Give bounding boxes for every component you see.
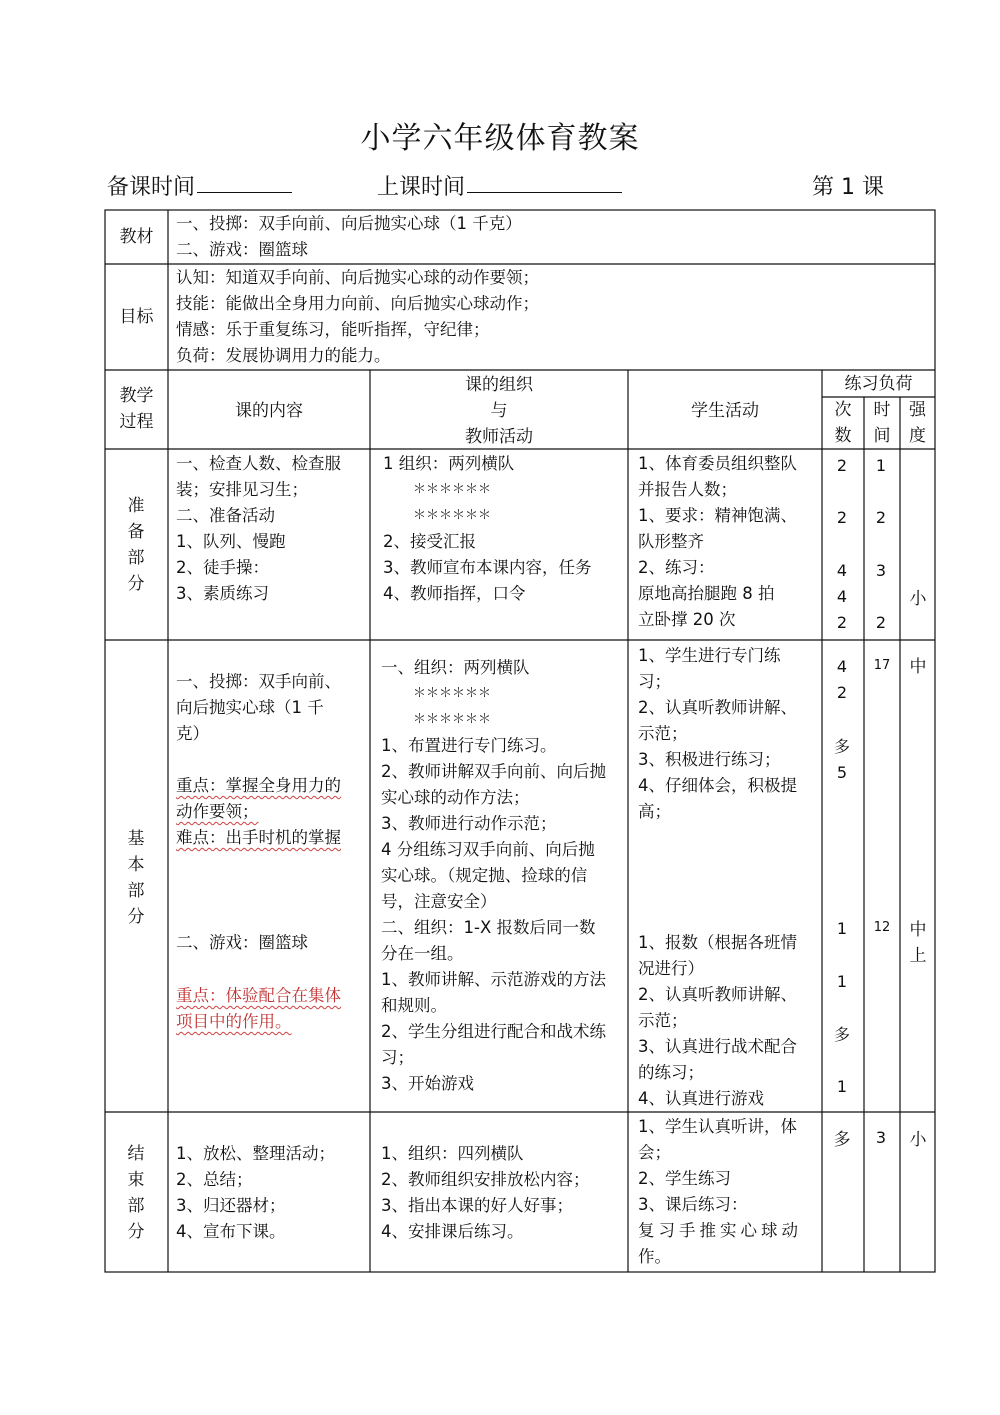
- header-time-line-1: 时: [873, 400, 891, 420]
- prep-student-line: 1、要求：精神饱满、: [638, 506, 797, 525]
- prep-student-line: 1、体育委员组织整队: [638, 454, 797, 473]
- formation-row: ＊＊＊＊＊＊: [413, 482, 492, 497]
- prep-content-line: 2、徒手操：: [176, 558, 269, 577]
- prep-label-char: 分: [127, 574, 145, 594]
- basic-count-8: 1: [836, 1077, 848, 1096]
- prep-count-5: 2: [836, 613, 848, 632]
- prep-content-line: 1、队列、慢跑: [176, 532, 286, 551]
- end-student-line: 2、学生练习: [638, 1169, 731, 1188]
- basic-student-line: 的练习；: [638, 1063, 704, 1082]
- difficulty-1-line: 难点：出手时机的掌握: [176, 828, 341, 847]
- basic-count-2: 2: [836, 683, 848, 702]
- basic-student-line: 3、积极进行练习；: [638, 750, 781, 769]
- basic-count-6: 1: [836, 972, 848, 991]
- prep-label: [116, 493, 156, 597]
- goal-line-3: 情感：乐于重复练习，能听指挥，守纪律；: [176, 320, 490, 339]
- header-time: [864, 397, 900, 449]
- prep-org-line: 3、教师宣布本课内容，任务: [383, 558, 592, 577]
- prep-content: [176, 451, 341, 607]
- header-org-line-3: 教师活动: [465, 427, 533, 447]
- end-content-line: 3、归还器材；: [176, 1196, 286, 1215]
- prep-content-line: 3、素质练习: [176, 584, 269, 603]
- prep-org-line: 1 组织：两列横队: [383, 454, 515, 473]
- prep-student-line: 立卧撑 20 次: [638, 610, 736, 629]
- formation-row: ＊＊＊＊＊＊: [413, 686, 492, 701]
- page-title: 小学六年级体育教案: [360, 121, 640, 156]
- basic-student-line: 习；: [638, 672, 671, 691]
- end-time: 3: [875, 1128, 887, 1147]
- prep-org-line: 4、教师指挥，口令: [383, 584, 526, 603]
- basic-content-line: 向后抛实心球（1 千: [176, 698, 324, 717]
- basic-student-line: 况进行）: [638, 959, 704, 978]
- end-content-line: 4、宣布下课。: [176, 1222, 286, 1241]
- basic-org-line: 和规则。: [381, 996, 447, 1015]
- end-label: [116, 1141, 156, 1245]
- prep-student: [638, 451, 797, 633]
- header-process-line-1: 教学: [119, 386, 154, 406]
- prep-student-line: 队形整齐: [638, 532, 704, 551]
- end-label-char: 分: [127, 1222, 145, 1242]
- end-org: [381, 1141, 590, 1245]
- header-org: [370, 372, 628, 450]
- prep-label-char: 准: [127, 496, 145, 516]
- end-student: [638, 1114, 802, 1270]
- material-label: 教材: [119, 227, 154, 247]
- end-content: [176, 1141, 335, 1245]
- end-org-line: 1、组织：四列横队: [381, 1144, 524, 1163]
- prep-content-line: 装；安排见习生；: [176, 480, 308, 499]
- goals-lines: [176, 265, 539, 369]
- end-content-line: 2、总结；: [176, 1170, 253, 1189]
- basic-org-line: 二、组织：1-X 报数后同一数: [381, 918, 596, 937]
- basic-intensity-2-line: 上: [909, 946, 927, 966]
- header-intensity: [900, 397, 935, 449]
- material-line-1: 一、投掷：双手向前、向后抛实心球（1 千克）: [176, 214, 522, 233]
- prep-student-line: 2、练习：: [638, 558, 715, 577]
- basic-student-line: 1、学生进行专门练: [638, 646, 781, 665]
- basic-student-1: [638, 643, 797, 825]
- header-student: 学生活动: [691, 401, 759, 421]
- basic-intensity-1: 中: [909, 657, 927, 677]
- end-student-line: 会；: [638, 1143, 671, 1162]
- basic-count-3: 多: [833, 737, 850, 756]
- basic-label-char: 分: [127, 907, 145, 927]
- basic-org-line: 习；: [381, 1048, 414, 1067]
- prep-org-line: 2、接受汇报: [383, 532, 476, 551]
- basic-org-line: 号，注意安全）: [381, 892, 497, 911]
- header-process: [105, 383, 168, 435]
- prep-org: [383, 451, 592, 607]
- basic-content-line: 克）: [176, 724, 209, 743]
- prep-count-1: 2: [836, 456, 848, 475]
- end-org-line: 3、指出本课的好人好事；: [381, 1196, 573, 1215]
- basic-content-line: 一、投掷：双手向前、: [176, 672, 341, 691]
- end-intensity: 小: [909, 1130, 927, 1150]
- basic-student-line: 2、认真听教师讲解、: [638, 698, 797, 717]
- basic-student-line: 4、仔细体会，积极提: [638, 776, 797, 795]
- basic-intensity-2-line: 中: [909, 920, 927, 940]
- basic-time-2: 12: [873, 920, 891, 935]
- basic-label-char: 部: [127, 881, 145, 901]
- basic-student-line: 4、认真进行游戏: [638, 1089, 764, 1108]
- prep-count-3: 4: [836, 561, 848, 580]
- basic-content-1: [176, 669, 341, 747]
- prep-time-label: 备课时间: [107, 175, 196, 200]
- prep-content-line: 一、检查人数、检查服: [176, 454, 341, 473]
- header-count: [822, 397, 864, 449]
- basic-student-line: 示范；: [638, 1011, 688, 1030]
- end-label-char: 部: [127, 1196, 145, 1216]
- header-org-line-1: 课的组织: [465, 375, 533, 395]
- basic-label-char: 本: [127, 855, 145, 875]
- header-load: 练习负荷: [844, 374, 913, 394]
- basic-label-char: 基: [127, 829, 145, 849]
- basic-org-line: 4 分组练习双手向前、向后抛: [381, 840, 595, 859]
- material-line-2: 二、游戏：圈篮球: [176, 240, 308, 259]
- end-org-line: 4、安排课后练习。: [381, 1222, 524, 1241]
- prep-label-char: 部: [127, 548, 145, 568]
- lesson-number: 第 1 课: [812, 175, 884, 200]
- prep-student-line: 原地高抬腿跑 8 拍: [638, 584, 775, 603]
- header-count-line-2: 数: [834, 426, 852, 446]
- header-org-line-2: 与: [490, 401, 508, 421]
- end-student-line: 复习手推实心球动: [638, 1221, 802, 1240]
- end-student-line: 1、学生认真听讲，体: [638, 1117, 797, 1136]
- basic-student-2: [638, 930, 797, 1112]
- material-lines: [176, 211, 522, 263]
- basic-org-line: 分在一组。: [381, 944, 464, 963]
- goals-label: 目标: [119, 307, 154, 327]
- end-student-line: 作。: [638, 1247, 671, 1266]
- prep-intensity: 小: [909, 589, 927, 609]
- basic-student-line: 2、认真听教师讲解、: [638, 985, 797, 1004]
- goal-line-2: 技能：能做出全身用力向前、向后抛实心球动作；: [176, 294, 539, 313]
- basic-org-line: 1、布置进行专门练习。: [381, 736, 557, 755]
- basic-student-line: 示范；: [638, 724, 688, 743]
- basic-time-1: 17: [873, 658, 891, 673]
- basic-org-line: 实心球的动作方法；: [381, 788, 530, 807]
- basic-count-7: 多: [833, 1025, 850, 1044]
- end-count: 多: [833, 1130, 851, 1150]
- basic-focus-2: [176, 983, 341, 1035]
- focus-2-line: 重点：体验配合在集体: [176, 986, 341, 1005]
- basic-org-line: 1、教师讲解、示范游戏的方法: [381, 970, 606, 989]
- header-time-line-2: 间: [873, 426, 891, 446]
- end-student-line: 3、课后练习：: [638, 1195, 748, 1214]
- basic-count-1: 4: [836, 657, 848, 676]
- basic-org-line: 2、学生分组进行配合和战术练: [381, 1022, 606, 1041]
- goal-line-1: 认知：知道双手向前、向后抛实心球的动作要领；: [176, 268, 539, 287]
- basic-student-line: 高；: [638, 802, 671, 821]
- prep-content-line: 二、准备活动: [176, 506, 275, 525]
- end-label-char: 结: [127, 1144, 145, 1164]
- goal-line-4: 负荷：发展协调用力的能力。: [176, 346, 391, 365]
- focus-1-line: 动作要领；: [176, 802, 259, 821]
- basic-student-line: 1、报数（根据各班情: [638, 933, 797, 952]
- end-label-char: 束: [127, 1170, 145, 1190]
- basic-focus-1: [176, 773, 341, 851]
- end-org-line: 2、教师组织安排放松内容；: [381, 1170, 590, 1189]
- formation-row: ＊＊＊＊＊＊: [413, 508, 492, 523]
- header-intensity-line-1: 强: [909, 400, 926, 420]
- header-count-line-1: 次: [834, 400, 852, 420]
- header-process-line-2: 过程: [119, 412, 154, 432]
- basic-count-5: 1: [836, 919, 848, 938]
- prep-time-2: 2: [875, 508, 887, 527]
- basic-content-2: 二、游戏：圈篮球: [176, 933, 308, 952]
- class-time-label: 上课时间: [377, 175, 466, 200]
- header-intensity-line-2: 度: [909, 426, 926, 446]
- prep-time-3: 3: [875, 561, 887, 580]
- basic-org-line: 实心球。（规定抛、捡球的信: [381, 866, 588, 885]
- focus-2-line: 项目中的作用。: [176, 1012, 292, 1031]
- basic-org-line: 2、教师讲解双手向前、向后抛: [381, 762, 606, 781]
- basic-org-line: 一、组织：两列横队: [381, 658, 530, 677]
- basic-student-line: 3、认真进行战术配合: [638, 1037, 797, 1056]
- basic-org: [381, 655, 606, 1097]
- basic-count-4: 5: [836, 763, 848, 782]
- formation-row: ＊＊＊＊＊＊: [413, 712, 492, 727]
- basic-label: [116, 826, 156, 930]
- focus-1-line: 重点：掌握全身用力的: [176, 776, 341, 795]
- header-content: 课的内容: [235, 401, 303, 421]
- prep-time-4: 2: [875, 613, 887, 632]
- basic-org-line: 3、开始游戏: [381, 1074, 474, 1093]
- basic-intensity-2: [903, 917, 933, 969]
- prep-student-line: 并报告人数；: [638, 480, 737, 499]
- end-content-line: 1、放松、整理活动；: [176, 1144, 335, 1163]
- prep-count-2: 2: [836, 508, 848, 527]
- prep-count-4: 4: [836, 587, 848, 606]
- prep-time-1: 1: [875, 456, 887, 475]
- basic-org-line: 3、教师进行动作示范；: [381, 814, 557, 833]
- prep-label-char: 备: [127, 522, 145, 542]
